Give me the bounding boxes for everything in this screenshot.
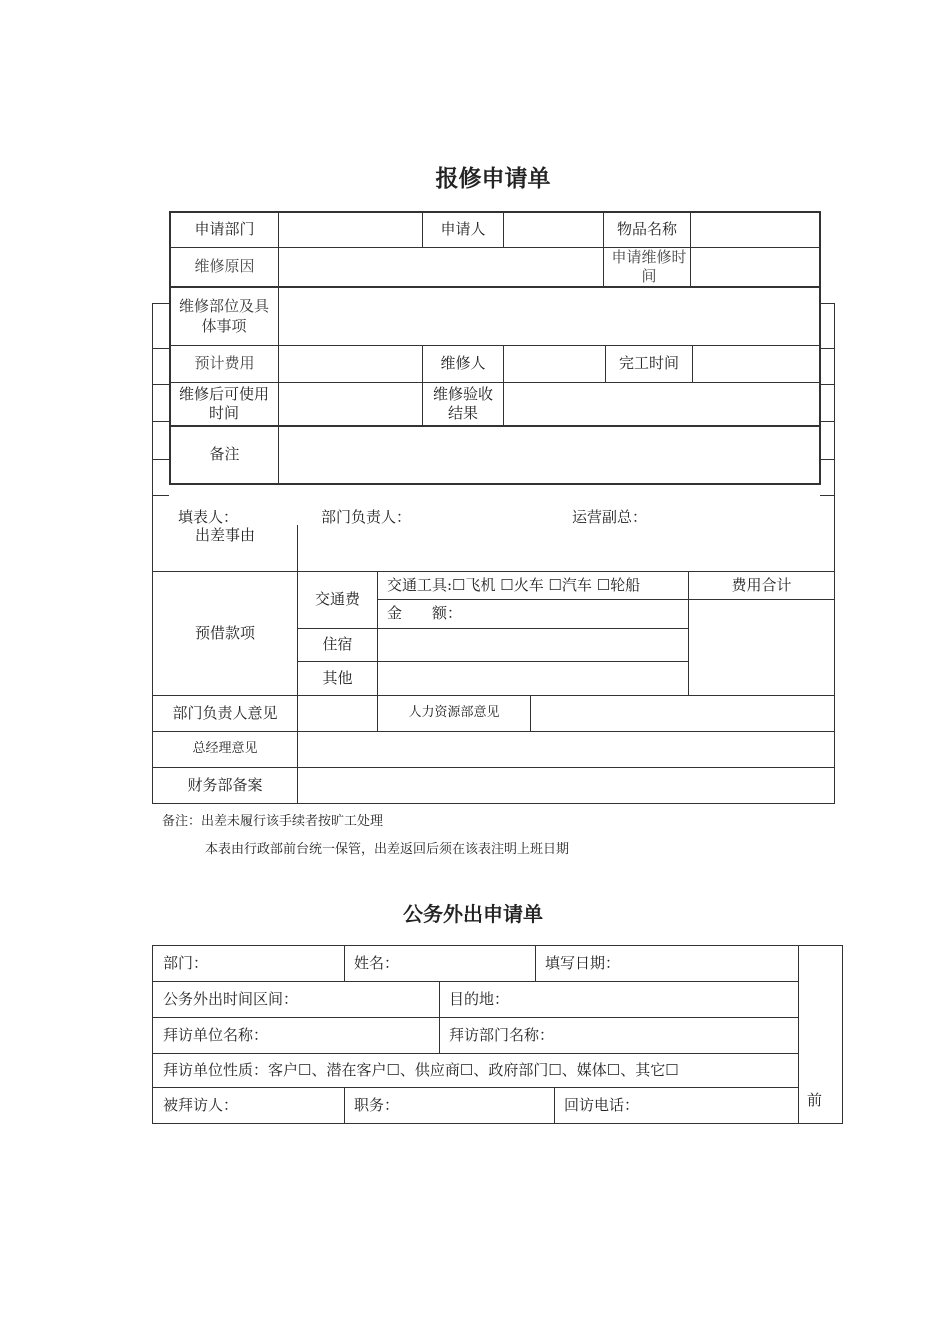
table-border [842, 945, 843, 1124]
filler-label: 填表人： [178, 508, 239, 526]
table-border [820, 421, 835, 422]
outing-destination-field[interactable]: 目的地： [449, 989, 510, 1008]
outing-name-field[interactable]: 姓名： [354, 953, 400, 972]
table-border [152, 459, 169, 460]
acceptance-label: 维修验收结果 [432, 384, 493, 422]
table-border [554, 1087, 555, 1123]
amount-label: 金 额： [387, 604, 463, 623]
remark-label: 备注 [209, 445, 240, 464]
table-border [169, 483, 820, 485]
repair-reason-field[interactable] [279, 248, 603, 286]
item-name-label: 物品名称 [616, 220, 677, 239]
table-border [834, 495, 835, 803]
table-border [820, 384, 835, 385]
apply-repair-time-label: 申请维修时间 [611, 247, 687, 285]
table-border [152, 303, 153, 495]
est-cost-label: 预计费用 [194, 354, 255, 373]
lodging-label: 住宿 [322, 635, 353, 654]
side-column-char: 前 [807, 1091, 823, 1109]
gm-opinion-field[interactable] [298, 732, 834, 767]
table-border [820, 348, 835, 349]
repair-reason-label: 维修原因 [194, 257, 255, 276]
note-line-2: 本表由行政部前台统一保管，出差返回后须在该表注明上班日期 [205, 842, 570, 857]
hr-opinion-label: 人力资源部意见 [408, 705, 500, 721]
outing-position-field[interactable]: 职务： [354, 1095, 400, 1114]
apply-repair-time-field[interactable] [691, 248, 819, 286]
other-label: 其他 [322, 668, 353, 687]
table-border [152, 348, 169, 349]
total-fee-field[interactable] [689, 600, 834, 695]
table-border [820, 303, 835, 304]
item-name-field[interactable] [691, 213, 819, 247]
lodging-field[interactable] [378, 629, 688, 661]
total-fee-label: 费用合计 [731, 575, 792, 594]
table-border [152, 384, 169, 385]
outing-unit-nature-checkboxes[interactable]: 拜访单位性质：客户☐、潜在客户☐、供应商☐、政府部门☐、媒体☐、其它☐ [163, 1060, 679, 1079]
apply-dept-label: 申请部门 [194, 220, 255, 239]
dept-opinion-label: 部门负责人意见 [172, 703, 278, 722]
table-border [820, 459, 835, 460]
hr-opinion-field[interactable] [531, 696, 834, 731]
trip-reason-label: 出差事由 [194, 526, 255, 545]
finish-time-field[interactable] [693, 346, 819, 382]
outing-callback-phone-field[interactable]: 回访电话： [564, 1095, 640, 1114]
applicant-label: 申请人 [440, 220, 486, 239]
table-border [344, 1087, 345, 1123]
table-border [152, 803, 835, 804]
finish-time-label: 完工时间 [618, 354, 679, 373]
outing-visitee-field[interactable]: 被拜访人： [163, 1095, 239, 1114]
repairer-field[interactable] [504, 346, 605, 382]
table-border [344, 945, 345, 981]
table-border [152, 945, 153, 1124]
advance-label: 预借款项 [194, 623, 255, 642]
usable-time-field[interactable] [279, 383, 422, 425]
applicant-field[interactable] [504, 213, 603, 247]
table-border [152, 303, 169, 304]
transport-tool-checkboxes[interactable]: 交通工具:☐飞机 ☐火车 ☐汽车 ☐轮船 [387, 575, 641, 594]
outing-form-title: 公务外出申请单 [403, 902, 543, 926]
table-border [439, 981, 440, 1053]
table-border [152, 495, 169, 496]
repair-part-field[interactable] [279, 288, 819, 345]
table-border [152, 421, 169, 422]
repair-part-label: 维修部位及具体事项 [178, 297, 269, 335]
outing-visit-unit-field[interactable]: 拜访单位名称： [163, 1025, 269, 1044]
repair-form-title: 报修申请单 [435, 166, 551, 192]
note-line-1: 备注：出差未履行该手续者按旷工处理 [162, 814, 384, 829]
vp-ops-label: 运营副总： [572, 508, 648, 526]
est-cost-field[interactable] [279, 346, 422, 382]
table-border [152, 1123, 842, 1124]
transport-fee-label: 交通费 [314, 590, 360, 609]
outing-time-range-field[interactable]: 公务外出时间区间： [163, 989, 299, 1008]
remark-field[interactable] [279, 427, 819, 483]
table-border [834, 303, 835, 495]
outing-dept-field[interactable]: 部门： [163, 953, 209, 972]
dept-head-label: 部门负责人： [321, 508, 412, 526]
table-border [820, 495, 835, 496]
gm-opinion-label: 总经理意见 [192, 741, 258, 757]
finance-label: 财务部备案 [187, 775, 263, 794]
repairer-label: 维修人 [440, 354, 486, 373]
table-border [819, 211, 821, 485]
acceptance-field[interactable] [504, 383, 819, 425]
dept-opinion-field[interactable] [298, 696, 377, 731]
finance-field[interactable] [298, 768, 834, 803]
table-border [535, 945, 536, 981]
table-border [798, 945, 799, 1124]
usable-time-label: 维修后可使用时间 [178, 384, 269, 422]
outing-fill-date-field[interactable]: 填写日期： [545, 953, 621, 972]
apply-dept-field[interactable] [279, 213, 422, 247]
other-field[interactable] [378, 662, 688, 695]
trip-reason-field[interactable] [298, 525, 834, 571]
outing-visit-dept-field[interactable]: 拜访部门名称： [449, 1025, 555, 1044]
